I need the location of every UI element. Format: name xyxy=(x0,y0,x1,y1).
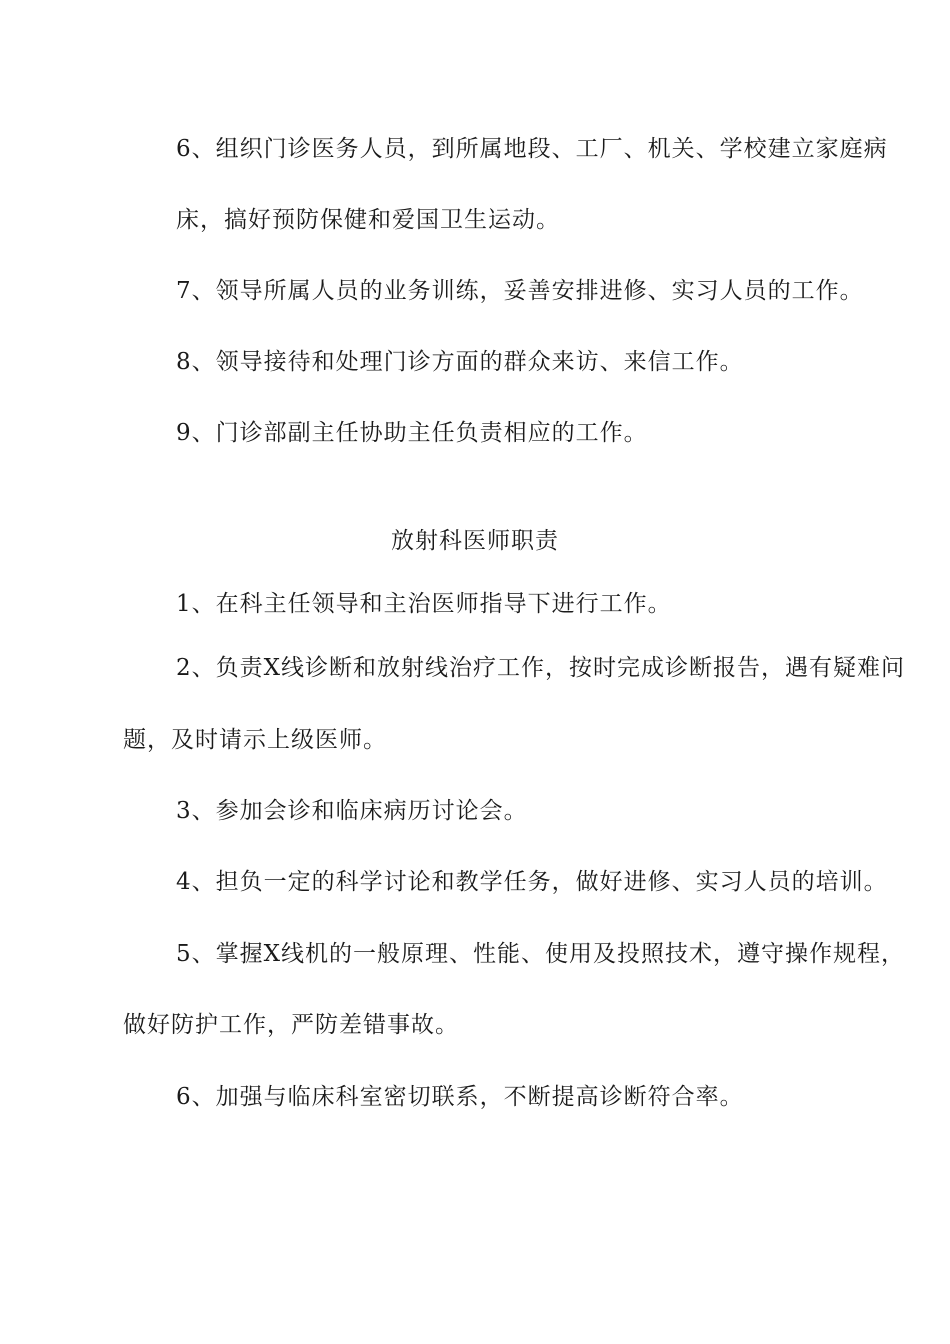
paragraph-line: 床，搞好预防保健和爱国卫生运动。 xyxy=(176,207,560,233)
paragraph-line: 7、领导所属人员的业务训练，妥善安排进修、实习人员的工作。 xyxy=(176,278,864,304)
paragraph-line: 9、门诊部副主任协助主任负责相应的工作。 xyxy=(176,420,648,446)
paragraph-line: 6、组织门诊医务人员，到所属地段、工厂、机关、学校建立家庭病 xyxy=(176,136,888,162)
paragraph-line: 2、负责X线诊断和放射线治疗工作，按时完成诊断报告，遇有疑难问 xyxy=(176,655,906,681)
paragraph-line: 1、在科主任领导和主治医师指导下进行工作。 xyxy=(176,591,672,617)
paragraph-line: 4、担负一定的科学讨论和教学任务，做好进修、实习人员的培训。 xyxy=(176,869,888,895)
paragraph-line: 做好防护工作，严防差错事故。 xyxy=(123,1012,459,1038)
paragraph-line: 6、加强与临床科室密切联系，不断提高诊断符合率。 xyxy=(176,1084,744,1110)
paragraph-line: 3、参加会诊和临床病历讨论会。 xyxy=(176,798,528,824)
paragraph-line: 题，及时请示上级医师。 xyxy=(123,727,387,753)
paragraph-line: 5、掌握X线机的一般原理、性能、使用及投照技术，遵守操作规程， xyxy=(176,941,906,967)
paragraph-line: 8、领导接待和处理门诊方面的群众来访、来信工作。 xyxy=(176,349,744,375)
section-title: 放射科医师职责 xyxy=(391,528,559,554)
